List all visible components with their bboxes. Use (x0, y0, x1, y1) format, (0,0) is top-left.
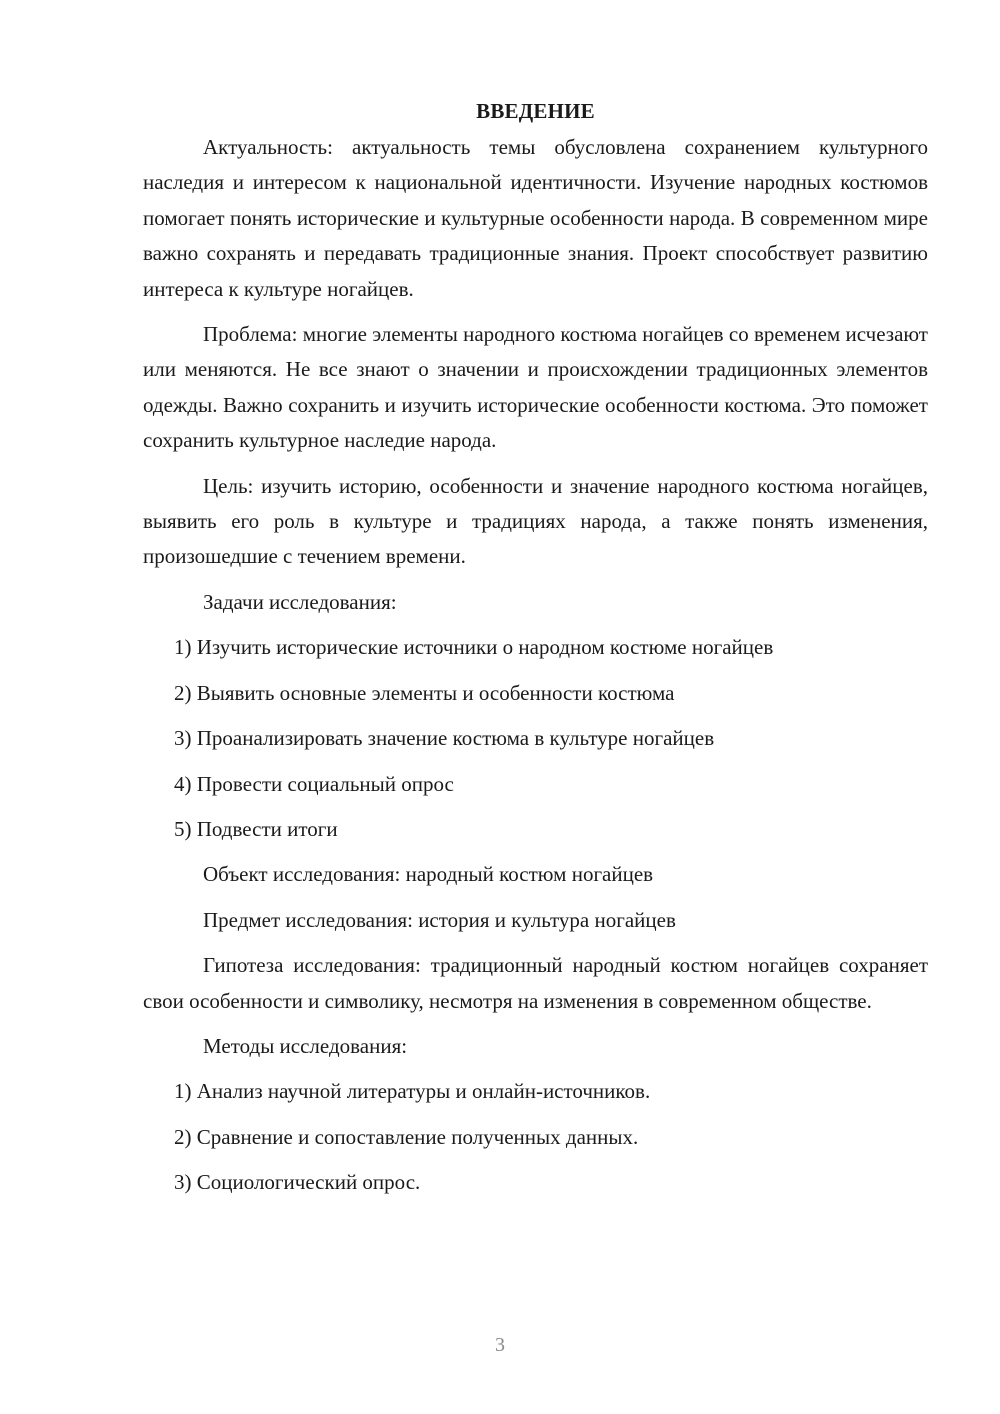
page-number: 3 (495, 1334, 505, 1356)
research-subject: Предмет исследования: история и культура ногайцев (203, 907, 676, 932)
research-object: Объект исследования: народный костюм ногайцев (203, 862, 654, 887)
section-title: ВВЕДЕНИЕ (476, 99, 595, 123)
task-item: 2) Выявить основные элементы и особенности костюма (174, 680, 675, 705)
task-item: 1) Изучить исторические источники о народном костюме ногайцев (174, 635, 774, 660)
hypothesis-paragraph: Гипотеза исследования: традиционный народный костюм ногайцев сохраняет свои особенности и символику, несмотря на изменения в современном обществе. (143, 953, 928, 1013)
methods-list (143, 1074, 928, 1200)
method-item: 1) Анализ научной литературы и онлайн-источников. (174, 1079, 651, 1104)
goal-paragraph: Цель: изучить историю, особенности и значение народного костюма ногайцев, выявить его роль в культуре и традициях народа, а также понять изменения, произошедшие с течением времени. (143, 473, 928, 569)
problem-paragraph: Проблема: многие элементы народного костюма ногайцев со временем исчезают или меняются. Не все знают о значении и происхождении традиционных элементов одежды. Важно сохранить и изучить исторические особенности костюма. Это поможет сохранить культурное наследие народа. (143, 322, 928, 453)
methods-heading: Методы исследования: (203, 1033, 408, 1058)
document-page (143, 96, 928, 1211)
tasks-list (143, 630, 928, 847)
task-item: 4) Провести социальный опрос (174, 771, 454, 796)
relevance-paragraph: Актуальность: актуальность темы обусловлена сохранением культурного наследия и интересом к национальной идентичности. Изучение народных костюмов помогает понять исторические и культурные особенности народа. В современном мире важно сохранять и передавать традиционные знания. Проект способствует развитию интереса к культуре ногайцев. (143, 135, 928, 301)
tasks-heading: Задачи исследования: (203, 589, 397, 614)
method-item: 2) Сравнение и сопоставление полученных данных. (174, 1124, 639, 1149)
task-item: 3) Проанализировать значение костюма в культуре ногайцев (174, 726, 715, 751)
task-item: 5) Подвести итоги (174, 816, 338, 841)
method-item: 3) Социологический опрос. (174, 1170, 421, 1195)
